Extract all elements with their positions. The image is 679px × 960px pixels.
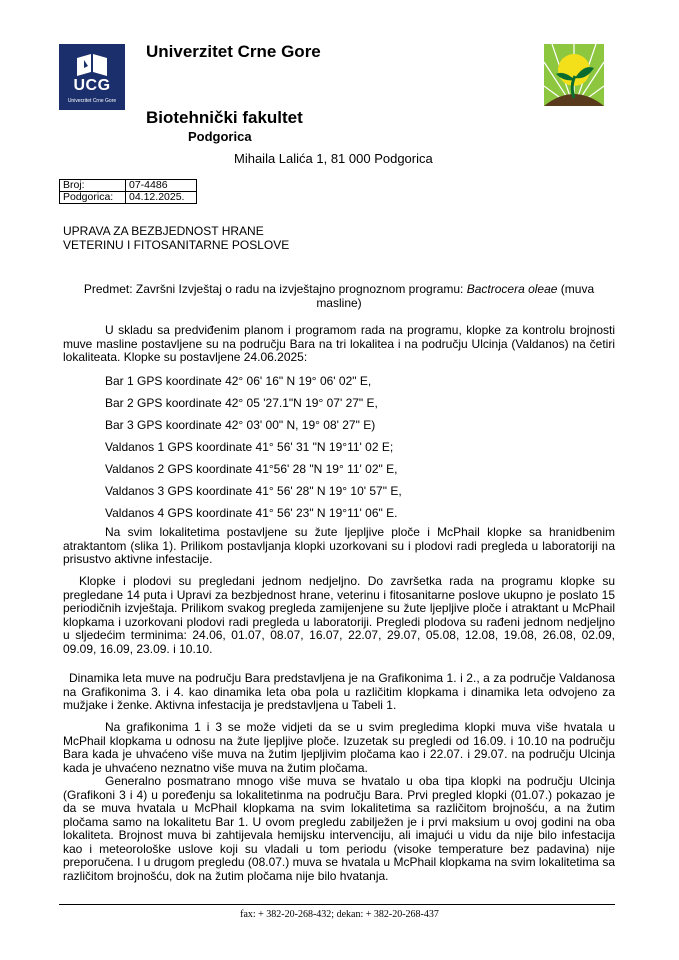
paragraph-1: U skladu sa predviđenim planom i programom rada na programu, klopke za kontrolu brojnosti muve masline postavljene su na području Bara na tri lokalitea i na području Ulcinja (Valdanos) na četiri lokaliteata. Klopke su postavljene 24.06.2025:	[63, 323, 615, 364]
paragraph-2: Na svim lokalitetima postavljene su žute ljepljive ploče i McPhail klopke sa hranidbenim atraktantom (slika 1). Prilikom postavljanja klopki uzorkovani su i plodovi radi pregleda u laboratoriji na prisustvo aktivne infestacije.	[63, 525, 615, 566]
paragraph-5: Na grafikonima 1 i 3 se može vidjeti da se u svim pregledima klopki muva više hvatala u McPhail klopkama u odnosu na žute ljepljive ploče. Izuzetak su pregledi od 16.09. i 10.10 na području Bara kada je uhvaćeno više muva na žutim ljepljivim pločama kao i 22.07. i 29.07. na području Ulcinja kada je uhvaćeno neznatno više muva na žutim pločama.	[63, 720, 615, 775]
gps-bar-3: Bar 3 GPS koordinate 42° 03' 00" N, 19° 08' 27" E)	[105, 418, 376, 432]
reference-box	[59, 179, 197, 204]
gps-bar-2: Bar 2 GPS koordinate 42° 05 '27.1"N 19° 07' 27" E,	[105, 396, 378, 410]
subject-line-2: masline)	[316, 296, 362, 310]
faculty-address: Mihaila Lalića 1, 81 000 Podgorica	[234, 151, 433, 166]
gps-valdanos-2: Valdanos 2 GPS koordinate 41°56' 28 "N 19° 11' 02" E,	[105, 462, 398, 476]
gps-valdanos-4: Valdanos 4 GPS koordinate 41° 56' 23" N 19°11' 06" E.	[105, 506, 398, 520]
gps-valdanos-3: Valdanos 3 GPS koordinate 41° 56' 28" N 19° 10' 57" E,	[105, 484, 402, 498]
paragraph-4: Dinamika leta muve na području Bara predstavljena je na Grafikonima 1. i 2., a za područje Valdanosa na Grafikonima 3. i 4. kao dinamika leta oba pola u različitim klopkama i dinamika leta odvojeno za mužjake i ženke. Aktivna infestacija je predstavljena u Tabeli 1.	[63, 671, 615, 712]
subject-line-1	[63, 282, 615, 296]
footer-contacts: fax: + 382-20-268-432; dekan: + 382-20-268-437	[240, 909, 439, 920]
recipient-line-1: UPRAVA ZA BEZBJEDNOST HRANE	[63, 224, 264, 238]
university-name: Univerzitet Crne Gore	[146, 42, 321, 61]
footer-divider	[59, 904, 615, 905]
subject-prefix: Predmet: Završni Izvještaj o radu na izvještajno prognoznom programu:	[83, 282, 467, 296]
gps-bar-1: Bar 1 GPS koordinate 42° 06' 16" N 19° 06' 02" E,	[105, 374, 372, 388]
subject-species: Bactrocera oleae	[466, 282, 558, 296]
ref-number-value: 07-4486	[126, 180, 197, 192]
book-icon	[75, 54, 109, 76]
subject-suffix: (muva	[557, 282, 595, 296]
ref-date-value: 04.12.2025.	[126, 192, 197, 204]
ref-date-label: Podgorica:	[60, 192, 126, 204]
paragraph-3: Klopke i plodovi su pregledani jednom nedjeljno. Do završetka rada na programu klopke su pregledane 14 puta i Upravi za bezbjednost hrane, veterinu i fitosanitarne poslove ukupno je poslato 15 periodičnih izvještaja. Prilikom svakog pregleda zamijenjene su žute ljepljive ploče i atraktant u McPhail klopkama i uzorkovani plodovi radi pregleda u laboratoriji. Pregledi plodova su rađeni jednom nedjeljno u sljedećim terminima: 24.06, 01.07, 08.07, 16.07, 22.07, 29.07, 05.08, 12.08, 19.08, 26.08, 02.09, 09.09, 16.09, 23.09. i 10.10.	[63, 574, 615, 656]
gps-valdanos-1: Valdanos 1 GPS koordinate 41° 56' 31 "N 19°11' 02 E;	[105, 440, 394, 454]
paragraph-6: Generalno posmatrano mnogo više muva se hvatalo u oba tipa klopki na području Ulcinja (Grafikoni 3 i 4) u poređenju sa lokalitetinma na području Bara. Prvi pregled klopki (01.07.) pokazao je da se muva hvatala u McPhail klopkama na svim lokalitetima sa različitom brojnošću, a na žutim pločama samo na lokalitetu Bar 1. U ovom pregledu zabilježen je i prvi maksium u ovoj godini na oba lokaliteta. Brojnost muva bi zahtijevala hemijsku intervenciju, ali imajući u vidu da nije bilo infestacija kao i meteorološke uslove koji su vladali u tom periodu (visoke temperature bez padavina) nije preporučena. I u drugom pregledu (08.07.) muva se hvatala u McPhail klopkama na svim lokalitetima sa različitom brojnošću, dok na žutim pločama nije bilo hvatanja.	[63, 774, 615, 883]
ucg-logo-text: UCG	[73, 77, 111, 94]
ref-number-label: Broj:	[60, 180, 126, 192]
recipient-line-2: VETERINU I FITOSANITARNE POSLOVE	[63, 238, 290, 252]
faculty-city: Podgorica	[188, 129, 252, 144]
biotech-faculty-logo	[542, 42, 606, 108]
ucg-logo	[59, 44, 125, 110]
faculty-name: Biotehnički fakultet	[146, 108, 303, 127]
ucg-logo-subtitle: Univerzitet Crne Gore	[67, 98, 117, 104]
